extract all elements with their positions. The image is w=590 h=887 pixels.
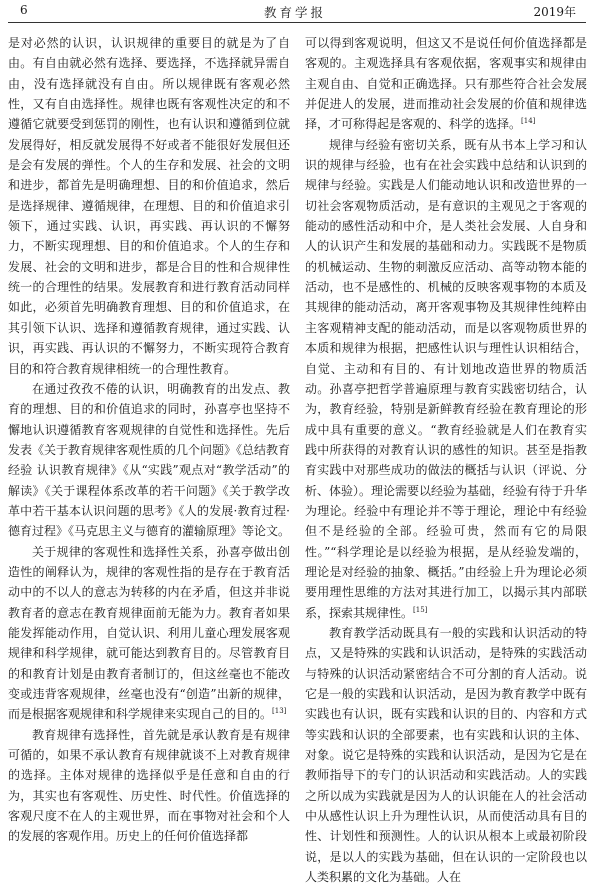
paragraph: 教育教学活动既具有一般的实践和认识活动的特点，又是特殊的实践和认识活动，是特殊的实践活动与特殊的认识活动紧密结合不可分割的育人活动。说它是一般的实践和认识活动，是因为教育教学中既有实践也有认识，既有实践和认识的目的、内容和方式等实践和认识的全部要素，也有实践和认识的主体、对象。说它是特殊的实践和认识活动，是因为它是在教师指导下的专门的认识活动和实践活动。人的实践之所以成为实践就是因为人的认识能在人的社会活动中从感性认识上升为理性认识，从而使活动具有目的性、计划性和预测性。人的认识从根本上或最初阶段说，是以人的实践为基础，但在认识的一定阶段也以人类积累的文化为基础。人在 [305, 625, 587, 885]
left-column [8, 33, 290, 865]
right-column [305, 33, 588, 885]
paragraph: 教育规律有选择性，首先就是承认教育是有规律可循的，如果不承认教育有规律就谈不上对教育规律的选择。主体对规律的选择似乎是任意和自由的行为，其实也有客观性、历史性、时代性。价值选择的客观尺度不在人的主观世界，而在事物对社会和个人的发展的客观作用。历史上的任何价值选择都 [8, 727, 290, 844]
paragraph: 规律与经验有密切关系，既有从书本上学习和认识的规律与经验，也有在社会实践中总结和认识到的规律与经验。实践是人们能动地认识和改造世界的一切社会客观物质活动，是有意识的主观见之于客观的能动的感性活动和中介，是人类社会发展、人自身和人的认识产生和发展的基础和动力。实践既不是物质的机械运动、生物的刺激反应活动、高等动物本能的活动，也不是感性的、机械的反映客观事物的本质及其规律的能动活动，离开客观事物及其规律性纯粹由主客观精神支配的能动活动，而是以客观物质世界的本质和规律为根据，把感性认识与理性认识相结合，自觉、主动和有目的、有计划地改造世界的物质活动。孙喜亭把哲学普遍原理与教育实践密切结合，认为，教育经验，特别是新鲜教育经验在教育理论的形成中具有重要的意义。“教育经验就是人们在教育实践中所获得的对教育认识的感性的知识。甚至是指教育实践中对那些成功的做法的概括与认识（评说、分析、体验）。理论需要以经验为基础，经验有待于升华为理论。经验中有理论并不等于理论，理论中有经验但不是经验的全部。经验可贵，然而有它的局限性。”“科学理论是以经验为根据，是从经验发端的，理论是对经验的抽象、概括。”由经验上升为理论必须要用理性思维的方法对其进行加工，以揭示其内部联系，探索其规律性。[15] [305, 137, 588, 620]
citation-marker: [13] [272, 707, 287, 716]
journal-title: 教育学报 [263, 5, 326, 20]
page-number: 6 [20, 3, 28, 17]
paragraph: 关于规律的客观性和选择性关系，孙喜亭做出创造性的阐释认为，规律的客观性指的是存在于教育活动中的不以人的意志为转移的内在矛盾，但这并非说教育者的意志在教育规律面前无能为力。教育者如果能发挥能动作用，自觉认识、利用儿童心理发展客观规律和科学规律，就可能达到教育目的。尽管教育目的和教育计划是由教育者制订的，但这丝毫也不能改变或违背客观规律，丝毫也没有“创造”出新的规律，而是根据客观规律和科学规律来实现自己的目的。[13] [8, 544, 290, 722]
publication-year: 2019年 [533, 5, 576, 19]
page-header [0, 0, 590, 22]
paragraph: 是对必然的认识，认识规律的重要目的就是为了自由。有自由就必然有选择、要选择，不选择就异需自由，没有选择就没有自由。所以规律既有客观必然性，又有自由选择性。规律也既有客观性决定的和不遵循它就要受到惩罚的刚性，也有认识和遵循到位就发展得好，相反就发展得不好或者不能很好发展但还是会有发展的弹性。个人的生存和发展、社会的文明和进步，都首先是明确理想、目的和价值追求，然后是选择规律、遵循规律，在理想、目的和价值追求引领下，通过实践、认识，再实践、再认识的不懈努力，不断实现理想、目的和价值追求。个人的生存和发展、社会的文明和进步，都是合目的性和合规律性统一的合理性的结果。发展教育和进行教育活动同样如此，必须首先明确教育理想、目的和价值追求，在其引领下认识、选择和遵循教育规律，通过实践、认识，再实践、再认识的不懈努力，不断实现符合教育目的和符合教育规律相统一的合理性教育。 [8, 36, 290, 376]
citation-marker: [15] [413, 605, 428, 614]
citation-marker: [14] [521, 117, 536, 126]
paragraph: 在通过孜孜不倦的认识，明确教育的出发点、教育的理想、目的和价值追求的同时，孙喜亭也坚持不懈地认识遵循教育客观规律的自觉性和选择性。先后发表《关于教育规律客观性质的几个问题》《总结教育经验 认识教育规律》《从“实践”观点对“教学活动”的解读》《关于课程体系改革的若干问题》《关于教学改革中若干基本认识问题的思考》《人的发展·教育过程·德育过程》《马克思主义与德育的灌输原理》等论文。 [8, 381, 291, 539]
paragraph: 可以得到客观说明，但这又不是说任何价值选择都是客观的。主观选择具有客观依据，客观事实和规律由主观自由、自觉和正确选择。只有那些符合社会发展并促进人的发展，进而推动社会发展的价值和规律选择，才可称得起是客观的、科学的选择。[14] [305, 36, 587, 132]
header-rule [8, 22, 586, 23]
